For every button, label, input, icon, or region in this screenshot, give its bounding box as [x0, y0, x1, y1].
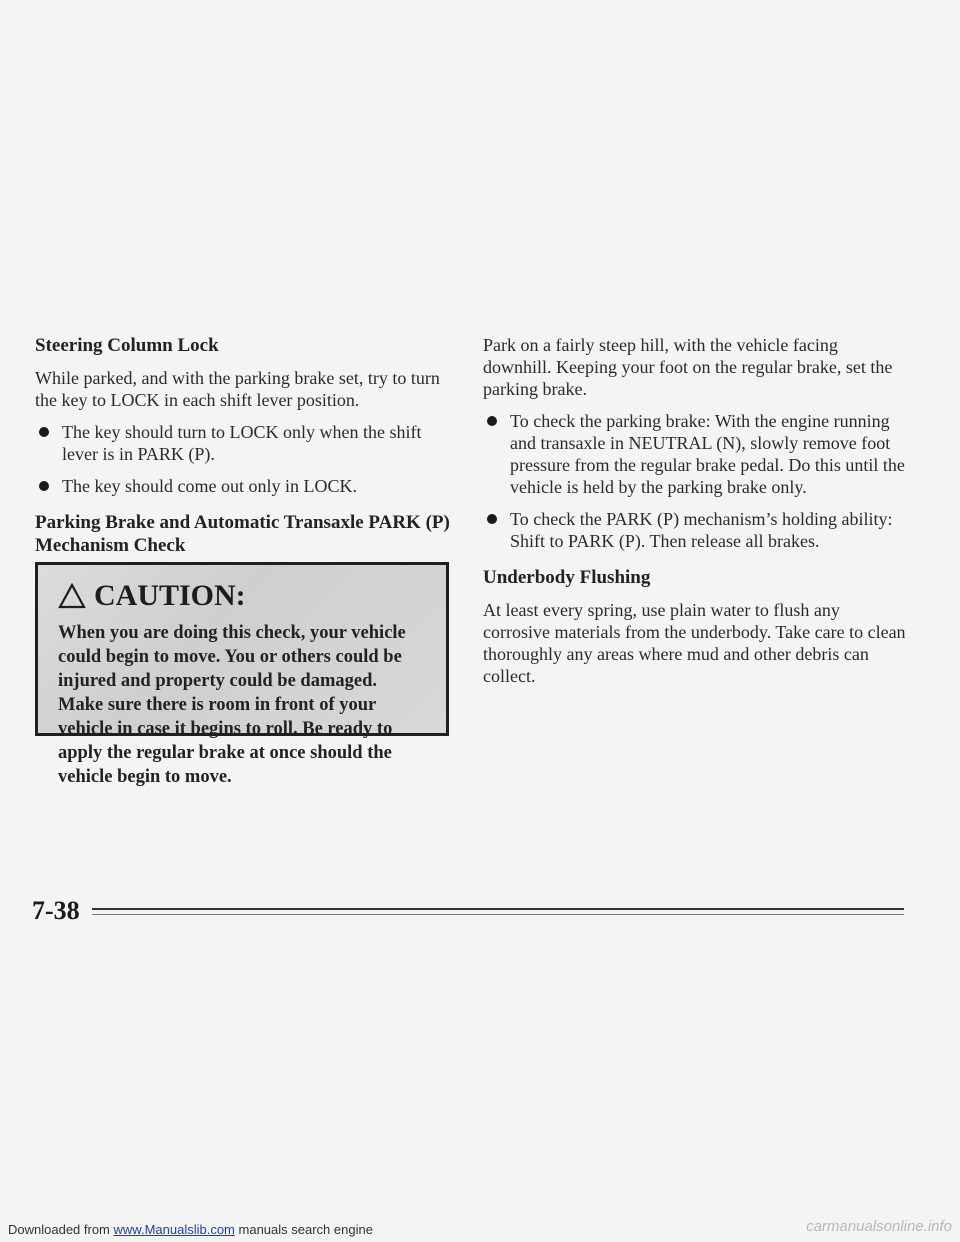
download-notice: [8, 1222, 373, 1237]
paragraph: At least every spring, use plain water to flush any corrosive materials from the underbody. Take care to clean thoroughly any areas where mud and other debris can collect.: [483, 600, 906, 686]
section-heading-parking-brake: Parking Brake and Automatic Transaxle PARK (P) Mechanism Check: [35, 512, 450, 556]
bullet-icon: [39, 481, 49, 491]
section-heading-underbody: Underbody Flushing: [483, 567, 651, 588]
caution-header: [58, 579, 426, 613]
footer-divider-thin: [92, 914, 904, 915]
list-item: [35, 475, 460, 497]
page-number: 7-38: [32, 896, 80, 925]
right-column: [483, 334, 908, 697]
download-bar: [0, 1214, 960, 1242]
download-suffix: manuals search engine: [238, 1222, 373, 1237]
list-item: [483, 508, 908, 552]
paragraph: While parked, and with the parking brake set, try to turn the key to LOCK in each shift lever position.: [35, 368, 440, 410]
manualslib-link[interactable]: www.Manualslib.com: [113, 1222, 235, 1237]
list-item-text: To check the parking brake: With the engine running and transaxle in NEUTRAL (N), slowly remove foot pressure from the regular brake pedal. Do this until the vehicle is held by the parking brake only.: [510, 411, 905, 497]
caution-title: CAUTION:: [94, 579, 246, 612]
list-item: [35, 421, 460, 465]
paragraph: Park on a fairly steep hill, with the vehicle facing downhill. Keeping your foot on the regular brake, set the parking brake.: [483, 335, 893, 399]
list-item-text: The key should turn to LOCK only when the shift lever is in PARK (P).: [62, 422, 422, 464]
caution-box: [35, 562, 449, 787]
list-item-text: The key should come out only in LOCK.: [62, 476, 357, 496]
caution-text: When you are doing this check, your vehicle could begin to move. You or others could be injured and property could be damaged. Make sure there is room in front of your vehicle in case it begins to roll. Be ready to apply the regular brake at once should the vehicle begin to move.: [58, 623, 406, 787]
watermark: carmanualsonline.info: [806, 1218, 952, 1235]
bullet-icon: [39, 427, 49, 437]
left-column: [35, 334, 460, 567]
list-item-text: To check the PARK (P) mechanism’s holding ability: Shift to PARK (P). Then release all brakes.: [510, 509, 893, 551]
bullet-icon: [487, 416, 497, 426]
warning-triangle-icon: [58, 583, 86, 609]
list-item: [483, 410, 908, 498]
footer-divider: [92, 908, 904, 910]
download-prefix: Downloaded from: [8, 1222, 110, 1237]
section-heading-steering-lock: Steering Column Lock: [35, 335, 219, 356]
bullet-icon: [487, 514, 497, 524]
